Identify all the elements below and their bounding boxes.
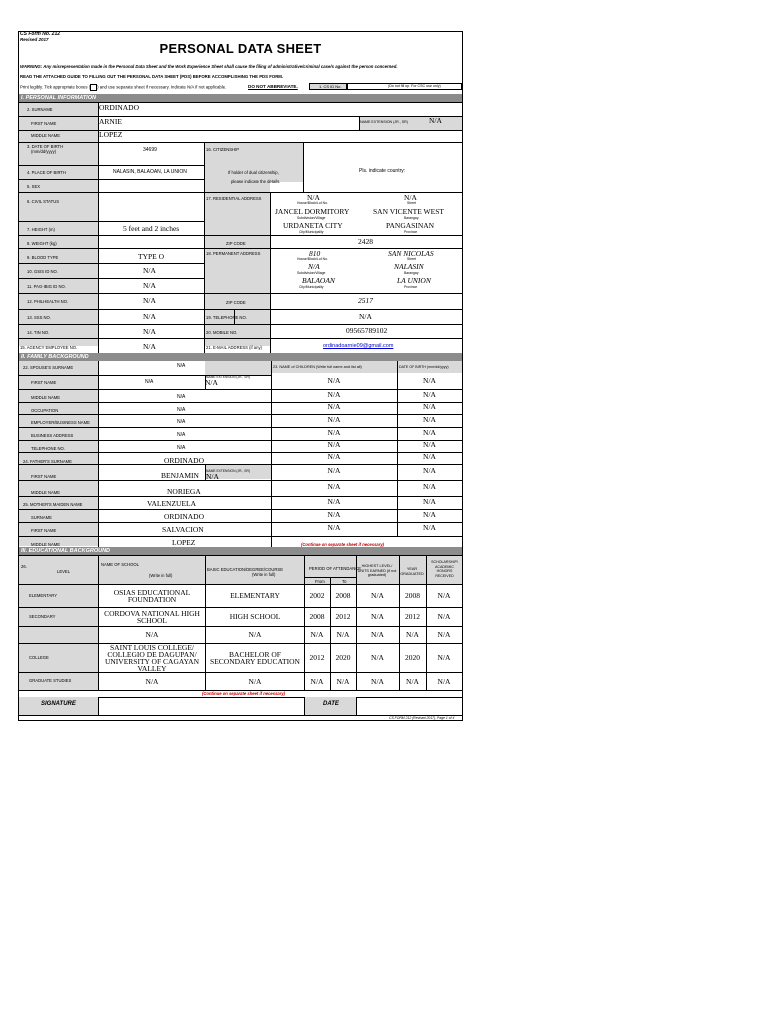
name-ext-label: NAME EXTENSION (JR., SR) (360, 120, 408, 124)
education-from-field[interactable]: 2012 (309, 653, 325, 662)
grid-line (19, 130, 462, 131)
education-number: 26. (21, 564, 27, 569)
signature-field[interactable] (99, 698, 304, 715)
perm-street-field[interactable]: SAN NICOLAS (388, 249, 434, 258)
res-street-field[interactable]: N/A (404, 193, 417, 202)
education-units-field[interactable]: N/A (371, 591, 384, 600)
dob-format-label: (mm/dd/yyyy) (31, 149, 57, 154)
date-field[interactable] (357, 698, 461, 715)
child-dob-field[interactable]: N/A (423, 376, 436, 385)
spouse-first-name-field[interactable]: N/A (145, 379, 154, 385)
agency-label: 15. AGENCY EMPLOYEE NO. (20, 345, 78, 350)
education-level-field: ELEMENTARY (29, 592, 58, 598)
spouse-ext-label: NAME EXTENSION (JR., SR) (206, 375, 250, 379)
res-city-field[interactable]: URDANETA CITY (283, 221, 343, 230)
grid-line (19, 480, 462, 481)
education-from-field[interactable]: 2008 (309, 612, 325, 621)
grid-line (19, 536, 462, 537)
grid-line (204, 142, 205, 353)
employer-label: EMPLOYER/BUSINESS NAME (31, 420, 90, 425)
blood-type-label: 9. BLOOD TYPE (27, 255, 59, 260)
grid-line (19, 464, 462, 465)
education-units-field[interactable]: N/A (371, 676, 384, 686)
tin-label: 14. TIN NO. (27, 330, 50, 335)
subdivision-label: Subdivision/Village (297, 216, 326, 220)
year-graduated-header: YEAR GRADUATED (400, 567, 424, 576)
guide-text: READ THE ATTACHED GUIDE TO FILLING OUT THE PERSONAL DATA SHEET (PDS) BEFORE ACCOMPLISHING THE PDS FORM. (20, 74, 284, 79)
house-label: House/Block/Lot No. (297, 201, 328, 205)
child-name-field[interactable]: N/A (327, 376, 341, 385)
child-dob-field[interactable]: N/A (423, 466, 436, 475)
grid-line (234, 309, 235, 324)
education-school-field[interactable]: OSIAS EDUCATIONAL FOUNDATION (113, 587, 191, 604)
child-dob-field[interactable]: N/A (423, 509, 436, 519)
family-continue-note: (Continue on separate sheet if necessary) (301, 542, 385, 547)
honors-header: SCHOLARSHIP/ ACADEMIC HONORS RECEIVED (431, 560, 458, 578)
mother-first-name-label: FIRST NAME (31, 528, 57, 533)
business-address-field[interactable]: N/A (177, 432, 186, 438)
grid-line (205, 555, 206, 690)
philhealth-label: 12. PHILHEALTH NO. (27, 299, 69, 304)
sss-label: 13. SSS NO. (27, 315, 51, 320)
weight-label: 8. WEIGHT (kg) (27, 241, 57, 246)
education-school-field[interactable]: SAINT LOUIS COLLEGE/ COLLEGIO DE DAGUPAN/ UNIVERSITY OF CAGAYAN VALLEY (104, 643, 200, 672)
level-header: LEVEL (57, 569, 71, 574)
grid-line (19, 179, 204, 180)
agency-field[interactable]: N/A (143, 342, 156, 351)
height-field[interactable]: 5 feet and 2 inches (123, 224, 180, 233)
education-year-field[interactable]: 2008 (405, 591, 420, 600)
education-course-field[interactable]: N/A (248, 630, 262, 639)
spouse-middle-name-label: MIDDLE NAME (31, 395, 61, 400)
perm-house-label: House/Block/Lot No. (297, 257, 328, 261)
grid-line (19, 584, 462, 585)
education-year-field[interactable]: 2020 (405, 653, 420, 662)
father-middle-name-label: MIDDLE NAME (31, 490, 61, 495)
child-name-field[interactable]: N/A (327, 466, 341, 475)
province-label: Province (404, 230, 418, 234)
father-surname-field[interactable]: ORDINADO (164, 456, 204, 465)
grid-line (19, 414, 462, 415)
child-name-field[interactable]: N/A (327, 440, 341, 449)
sss-field[interactable]: N/A (143, 312, 156, 321)
education-to-field[interactable]: 2008 (335, 591, 351, 600)
spouse-surname-field[interactable]: N/A (177, 363, 186, 369)
dual-citizenship-note-2: please indicate the details. (231, 179, 281, 184)
grid-line (98, 555, 99, 690)
school-header: NAME OF SCHOOL (101, 562, 139, 567)
education-level-gray (19, 555, 98, 690)
spouse-first-name-label: FIRST NAME (31, 380, 57, 385)
education-to-field[interactable]: N/A (336, 630, 350, 639)
street-label: Street (407, 201, 417, 205)
page-footer: CS FORM 212 (Revised 2017), Page 1 of 4 (389, 716, 455, 720)
education-year-field[interactable]: N/A (406, 676, 419, 686)
mother-surname-label: SURNAME (31, 515, 52, 520)
csc-use-note: (Do not fill up. For CSC use only) (388, 84, 441, 88)
telephone-label: 19. TELEPHONE NO. (206, 315, 247, 320)
res-zip-label: ZIP CODE (226, 241, 246, 246)
mother-maiden-field[interactable]: VALENZUELA (147, 499, 197, 508)
perm-barangay-field[interactable]: NALASIN (394, 262, 424, 271)
child-name-field[interactable]: N/A (327, 452, 341, 461)
blood-type-field[interactable]: TYPE O (138, 252, 165, 261)
city-label: City/Municipality (299, 230, 324, 234)
education-from-field[interactable]: N/A (310, 630, 324, 639)
father-surname-label: 24. FATHER'S SURNAME (23, 459, 72, 464)
barangay-label: Barangay (404, 216, 419, 220)
education-units-field[interactable]: N/A (371, 653, 384, 662)
grid-line (19, 452, 462, 453)
citizenship-label: 16. CITIZENSHIP (206, 147, 240, 152)
dob-label: 3. DATE OF BIRTH (27, 144, 64, 149)
spouse-surname-label: 22. SPOUSE'S SURNAME (23, 365, 74, 370)
name-ext-field[interactable]: N/A (429, 116, 442, 125)
dual-citizenship-note-1: If holder of dual citizenship, (228, 170, 279, 175)
cs-id-label: 1. CS ID No. (319, 84, 342, 89)
child-name-field[interactable]: N/A (327, 402, 341, 411)
child-dob-field[interactable]: N/A (423, 523, 436, 532)
education-honors-field[interactable]: N/A (437, 612, 451, 621)
mother-middle-name-field[interactable]: LOPEZ (172, 538, 196, 547)
grid-line (98, 697, 99, 715)
education-course-field[interactable]: N/A (248, 676, 262, 686)
grid-line (19, 324, 462, 325)
residential-address-label: 17. RESIDENTIAL ADDRESS (206, 196, 262, 201)
grid-line (205, 375, 206, 389)
child-dob-field[interactable]: N/A (423, 440, 436, 449)
education-year-field[interactable]: N/A (406, 630, 419, 639)
section-personal-information: I. PERSONAL INFORMATION (19, 94, 462, 102)
mother-first-name-field[interactable]: SALVACION (162, 525, 204, 534)
education-school-field[interactable]: N/A (145, 676, 159, 686)
sex-label: 5. SEX (27, 184, 41, 189)
highest-level-header: HIGHEST LEVEL/ UNITS EARNED (if not graduated) (357, 564, 397, 578)
gsis-label: 10. GSIS ID NO. (27, 269, 58, 274)
mobile-label: 20. MOBILE NO. (206, 330, 238, 335)
from-header: From (315, 579, 325, 584)
middle-name-field[interactable]: LOPEZ (99, 130, 123, 139)
surname-field[interactable]: ORDINADO (99, 103, 139, 112)
grid-line (19, 672, 462, 673)
grid-line (19, 102, 462, 103)
child-name-field[interactable]: N/A (327, 389, 341, 399)
education-level-field: COLLEGE (29, 654, 49, 660)
section-family-background: II. FAMILY BACKGROUND (19, 353, 462, 361)
grid-line (19, 309, 462, 310)
education-units-field[interactable]: N/A (371, 612, 384, 621)
grid-line (397, 361, 398, 536)
father-ext-field[interactable]: N/A (206, 472, 219, 481)
grid-line (98, 102, 99, 353)
occupation-label: OCCUPATION (31, 408, 59, 413)
date-label: DATE (323, 701, 339, 707)
print-instructions: Print legibly. Tick appropriate boxes ( ) and use separate sheet if necessary. Indicate N/A if not applicable. (20, 84, 227, 90)
middle-name-label: MIDDLE NAME (31, 133, 61, 138)
child-dob-header: DATE OF BIRTH (mm/dd/yyyy) (399, 365, 449, 369)
grid-line (271, 361, 272, 547)
education-honors-field[interactable]: N/A (437, 630, 451, 639)
period-header: PERIOD OF ATTENDANCE (309, 566, 362, 571)
perm-subdivision-field[interactable]: N/A (308, 262, 320, 271)
pob-label: 4. PLACE OF BIRTH (27, 170, 67, 175)
perm-city-label: City/Municipality (299, 285, 324, 289)
employer-field[interactable]: N/A (177, 419, 186, 425)
email-field[interactable]: ordinadoarnie09@gmail.com (323, 343, 394, 349)
grid-line (19, 192, 462, 193)
child-name-field[interactable]: N/A (327, 427, 341, 437)
grid-line (19, 522, 462, 523)
spouse-telephone-label: TELEPHONE NO. (31, 446, 65, 451)
signature-label: SIGNATURE (41, 701, 76, 707)
perm-street-label: Street (407, 257, 417, 261)
grid-line (19, 427, 462, 428)
perm-zip-label: ZIP CODE (226, 300, 246, 305)
perm-subdivision-label: Subdivision/Village (297, 271, 326, 275)
education-level-field: GRADUATE STUDIES (29, 678, 72, 683)
surname-label: 2. SURNAME (27, 107, 53, 112)
grid-line (19, 248, 462, 249)
res-barangay-field[interactable]: SAN VICENTE WEST (373, 207, 444, 216)
permanent-address-label: 18. PERMANENT ADDRESS (206, 251, 261, 256)
personal-data-sheet (18, 31, 463, 721)
grid-line (19, 690, 462, 691)
education-to-field[interactable]: N/A (336, 676, 350, 686)
mobile-field[interactable]: 09565789102 (346, 326, 388, 335)
child-name-field[interactable]: N/A (327, 414, 341, 424)
education-year-field[interactable]: 2012 (405, 612, 420, 621)
perm-province-field[interactable]: LA UNION (397, 276, 431, 285)
grid-line (19, 496, 462, 497)
grid-line (270, 192, 271, 353)
grid-line (19, 509, 462, 510)
spouse-telephone-field[interactable]: N/A (177, 445, 186, 451)
country-label: Pls. indicate country: (359, 168, 406, 174)
warning-text: WARNING: Any misrepresentation made in the Personal Data Sheet and the Work Experience Sheet shall cause the filing of administrative/criminal case/s against the person concerned. (20, 64, 398, 69)
pagibig-field[interactable]: N/A (143, 281, 156, 290)
child-dob-field[interactable]: N/A (423, 427, 436, 437)
page-title: PERSONAL DATA SHEET (159, 41, 322, 56)
education-honors-field[interactable]: N/A (437, 676, 451, 686)
grid-line (205, 464, 206, 480)
philhealth-field[interactable]: N/A (143, 296, 156, 305)
res-house-field[interactable]: N/A (307, 193, 320, 202)
father-first-name-field[interactable]: BENJAMIN (161, 471, 199, 480)
form-number: CS Form No. 212 (20, 31, 61, 37)
civil-status-label: 6. CIVIL STATUS (27, 199, 60, 204)
education-course-field[interactable]: BACHELOR OF SECONDARY EDUCATION (210, 649, 300, 666)
child-name-field[interactable]: N/A (327, 523, 341, 532)
grid-line (19, 142, 462, 143)
education-level-field: SECONDARY (29, 613, 56, 619)
child-dob-field[interactable]: N/A (423, 414, 436, 424)
grid-line (98, 361, 99, 547)
education-course-field[interactable]: HIGH SCHOOL (229, 612, 281, 621)
education-course-field[interactable]: ELEMENTARY (230, 591, 280, 600)
grid-line (19, 338, 462, 339)
grid-line (426, 555, 427, 690)
spouse-ext-field[interactable]: N/A (205, 378, 218, 387)
mother-middle-name-label: MIDDLE NAME (31, 542, 61, 547)
grid-line (19, 221, 204, 222)
grid-line (19, 263, 204, 264)
child-dob-field[interactable]: N/A (423, 496, 436, 506)
education-units-field[interactable]: N/A (371, 630, 384, 639)
height-label: 7. HEIGHT (m) (27, 227, 55, 232)
mother-surname-field[interactable]: ORDINADO (164, 512, 204, 521)
grid-line (19, 643, 462, 644)
res-zip-field[interactable]: 2428 (358, 237, 373, 246)
gsis-field[interactable]: N/A (143, 266, 156, 275)
res-subdivision-field[interactable]: JANCEL DORMITORY (275, 207, 350, 216)
grid-line (19, 293, 462, 294)
grid-line (19, 235, 462, 236)
grid-line (19, 375, 271, 376)
father-ext-label: NAME EXTENSION (JR., SR) (206, 469, 250, 473)
education-school-field[interactable]: CORDOVA NATIONAL HIGH SCHOOL (104, 608, 200, 625)
grid-line (19, 440, 462, 441)
child-name-field[interactable]: N/A (327, 509, 341, 519)
perm-barangay-label: Barangay (404, 271, 419, 275)
child-dob-field[interactable]: N/A (423, 452, 436, 461)
grid-line (359, 116, 360, 130)
section-educational-background: III. EDUCATIONAL BACKGROUND (19, 547, 462, 555)
pagibig-label: 11. PAG-IBIG ID NO. (27, 284, 66, 289)
grid-line (19, 607, 462, 608)
grid-line (356, 555, 357, 690)
grid-line (330, 577, 331, 690)
telephone-field[interactable]: N/A (359, 312, 372, 321)
education-honors-field[interactable]: N/A (437, 653, 451, 662)
child-dob-field[interactable]: N/A (423, 389, 436, 399)
education-from-field[interactable]: N/A (310, 676, 324, 686)
grid-line (19, 278, 204, 279)
education-school-field[interactable]: N/A (145, 630, 159, 639)
perm-city-field[interactable]: BALAOAN (302, 276, 335, 285)
course-write-full: (Write in full) (252, 572, 276, 577)
first-name-field[interactable]: ARNIE (99, 117, 122, 126)
child-dob-field[interactable]: N/A (423, 482, 436, 491)
occupation-field[interactable]: N/A (177, 407, 186, 413)
education-to-field[interactable]: 2012 (335, 612, 351, 621)
grid-line (19, 165, 204, 166)
spouse-ext-gray (205, 361, 271, 375)
pob-field[interactable]: NALASIN, BALAOAN, LA UNION (113, 169, 187, 175)
perm-zip-field[interactable]: 2517 (358, 296, 373, 305)
course-header: BASIC EDUCATION/DEGREE/COURSE (207, 567, 284, 572)
email-label: 21. E-MAIL ADDRESS (if any) (206, 345, 262, 350)
child-dob-field[interactable]: N/A (423, 402, 436, 411)
perm-house-field[interactable]: 810 (309, 249, 321, 258)
education-from-field[interactable]: 2002 (309, 591, 325, 600)
education-to-field[interactable]: 2020 (335, 653, 351, 662)
grid-line (19, 116, 462, 117)
child-name-field[interactable]: N/A (327, 496, 341, 506)
grid-line (304, 697, 305, 715)
grid-line (19, 626, 462, 627)
res-province-field[interactable]: PANGASINAN (386, 221, 435, 230)
first-name-label: FIRST NAME (31, 121, 57, 126)
perm-province-label: Province (404, 285, 418, 289)
grid-line (19, 389, 462, 390)
children-header: 23. NAME of CHILDREN (Write full name and list all) (273, 365, 362, 369)
grid-line (19, 555, 462, 556)
grid-line (304, 555, 305, 690)
mother-maiden-label: 25. MOTHER'S MAIDEN NAME (23, 502, 83, 507)
father-first-name-label: FIRST NAME (31, 474, 57, 479)
child-name-field[interactable]: N/A (327, 482, 341, 491)
to-header: To (342, 579, 347, 584)
form-revision: Revised 2017 (20, 37, 49, 42)
education-continue-note: (Continue on separate sheet if necessary) (202, 691, 286, 696)
education-honors-field[interactable]: N/A (437, 591, 451, 600)
tin-field[interactable]: N/A (143, 327, 156, 336)
grid-line (19, 402, 462, 403)
school-write-full: (Write in full) (149, 573, 173, 578)
business-address-label: BUSINESS ADDRESS (31, 433, 74, 438)
do-not-abbreviate: DO NOT ABBREVIATE. (248, 84, 298, 89)
grid-line (303, 142, 304, 192)
spouse-middle-name-field[interactable]: N/A (177, 394, 186, 400)
grid-line (399, 555, 400, 690)
father-middle-name-field[interactable]: NORIEGA (167, 487, 201, 496)
dob-field[interactable]: 34699 (143, 147, 157, 153)
